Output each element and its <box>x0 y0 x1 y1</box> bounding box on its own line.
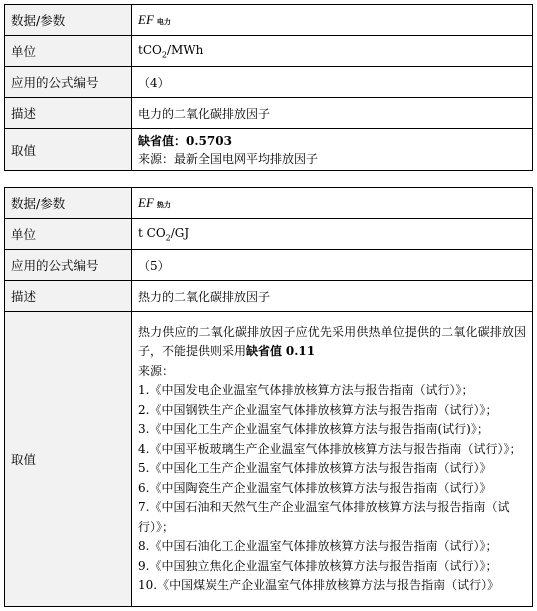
desc-value-cell: 热力的二氧化碳排放因子 <box>132 281 533 312</box>
source-item-2: 2.《中国钢铁生产企业温室气体排放核算方法与报告指南（试行）》； <box>138 402 498 417</box>
default-label: 缺省值： <box>138 133 187 148</box>
unit-key-cell: 单位 <box>5 219 132 250</box>
unit-subscript: 2 <box>161 50 167 60</box>
desc-key-cell: 描述 <box>5 281 132 312</box>
default-number: 0.5703 <box>186 133 232 148</box>
source-item-10: 10.《中国煤炭生产企业温室气体排放核算方法与报告指南（试行）》 <box>138 578 500 592</box>
table-row <box>5 281 533 312</box>
table-row <box>5 5 533 36</box>
source-item-1: 1.《中国发电企业温室气体排放核算方法与报告指南（试行）》； <box>138 383 474 397</box>
table-row <box>5 312 533 607</box>
desc-key-cell: 描述 <box>5 98 132 129</box>
default-value-line <box>138 132 526 150</box>
value-key-cell: 取值 <box>5 312 132 607</box>
source-item-6: 6.《中国陶瓷生产企业温室气体排放核算方法与报告指南（试行）》 <box>138 480 492 495</box>
source-item-5: 5.《中国化工生产企业温室气体排放核算方法与报告指南（试行）》 <box>138 461 492 475</box>
param-symbol: EF <box>138 12 154 27</box>
unit-key-cell: 单位 <box>5 36 132 67</box>
unit-prefix: tCO <box>138 42 162 57</box>
intro-paragraph <box>138 323 526 362</box>
table-row <box>5 36 533 67</box>
param-value-cell <box>132 188 533 219</box>
table-row <box>5 250 533 281</box>
param-key-cell: 数据/参数 <box>5 188 132 219</box>
source-label: 来源： <box>138 363 175 378</box>
unit-suffix: /MWh <box>166 42 204 57</box>
param-symbol: EF <box>138 195 154 210</box>
param-symbol-subscript: 热力 <box>156 200 171 209</box>
param-key-cell: 数据/参数 <box>5 5 132 36</box>
value-key-cell: 取值 <box>5 129 132 171</box>
table-row <box>5 67 533 98</box>
unit-suffix: /GJ <box>170 225 190 240</box>
formula-value-cell: （4） <box>132 67 533 98</box>
formula-value-cell: （5） <box>132 250 533 281</box>
source-item-3: 3.《中国化工生产企业温室气体排放核算方法与报告指南(试行)》； <box>138 422 489 436</box>
table-row <box>5 98 533 129</box>
value-value-cell <box>132 129 533 171</box>
unit-subscript: 2 <box>165 233 171 243</box>
unit-value-cell <box>132 219 533 250</box>
intro-text: 热力供应的二氧化碳排放因子应优先采用供热单位提供的二氧化碳排放因子，不能提供则采用 <box>138 324 526 358</box>
value-value-cell <box>132 312 533 607</box>
unit-value-cell <box>132 36 533 67</box>
table-row <box>5 219 533 250</box>
source-item-7: 7.《中国石油和天然气生产企业温室气体排放核算方法与报告指南（试行）》； <box>138 500 510 534</box>
desc-value-cell: 电力的二氧化碳排放因子 <box>132 98 533 129</box>
param-symbol-subscript: 电力 <box>156 17 171 26</box>
default-label: 缺省值 <box>246 344 283 358</box>
unit-prefix: t CO <box>138 225 166 240</box>
source-item-4: 4.《中国平板玻璃生产企业温室气体排放核算方法与报告指南（试行）》； <box>138 441 522 456</box>
table-row <box>5 188 533 219</box>
heat-emission-factor-table <box>4 187 533 607</box>
source-item-9: 9.《中国独立焦化企业温室气体排放核算方法与报告指南（试行）》； <box>138 558 498 573</box>
default-number: 0.11 <box>285 344 316 358</box>
param-value-cell <box>132 5 533 36</box>
source-item-8: 8.《中国石油化工企业温室气体排放核算方法与报告指南（试行）》； <box>138 539 498 553</box>
table-row <box>5 129 533 171</box>
formula-key-cell: 应用的公式编号 <box>5 67 132 98</box>
electricity-emission-factor-table <box>4 4 533 171</box>
formula-key-cell: 应用的公式编号 <box>5 250 132 281</box>
source-line: 来源：最新全国电网平均排放因子 <box>138 151 319 166</box>
